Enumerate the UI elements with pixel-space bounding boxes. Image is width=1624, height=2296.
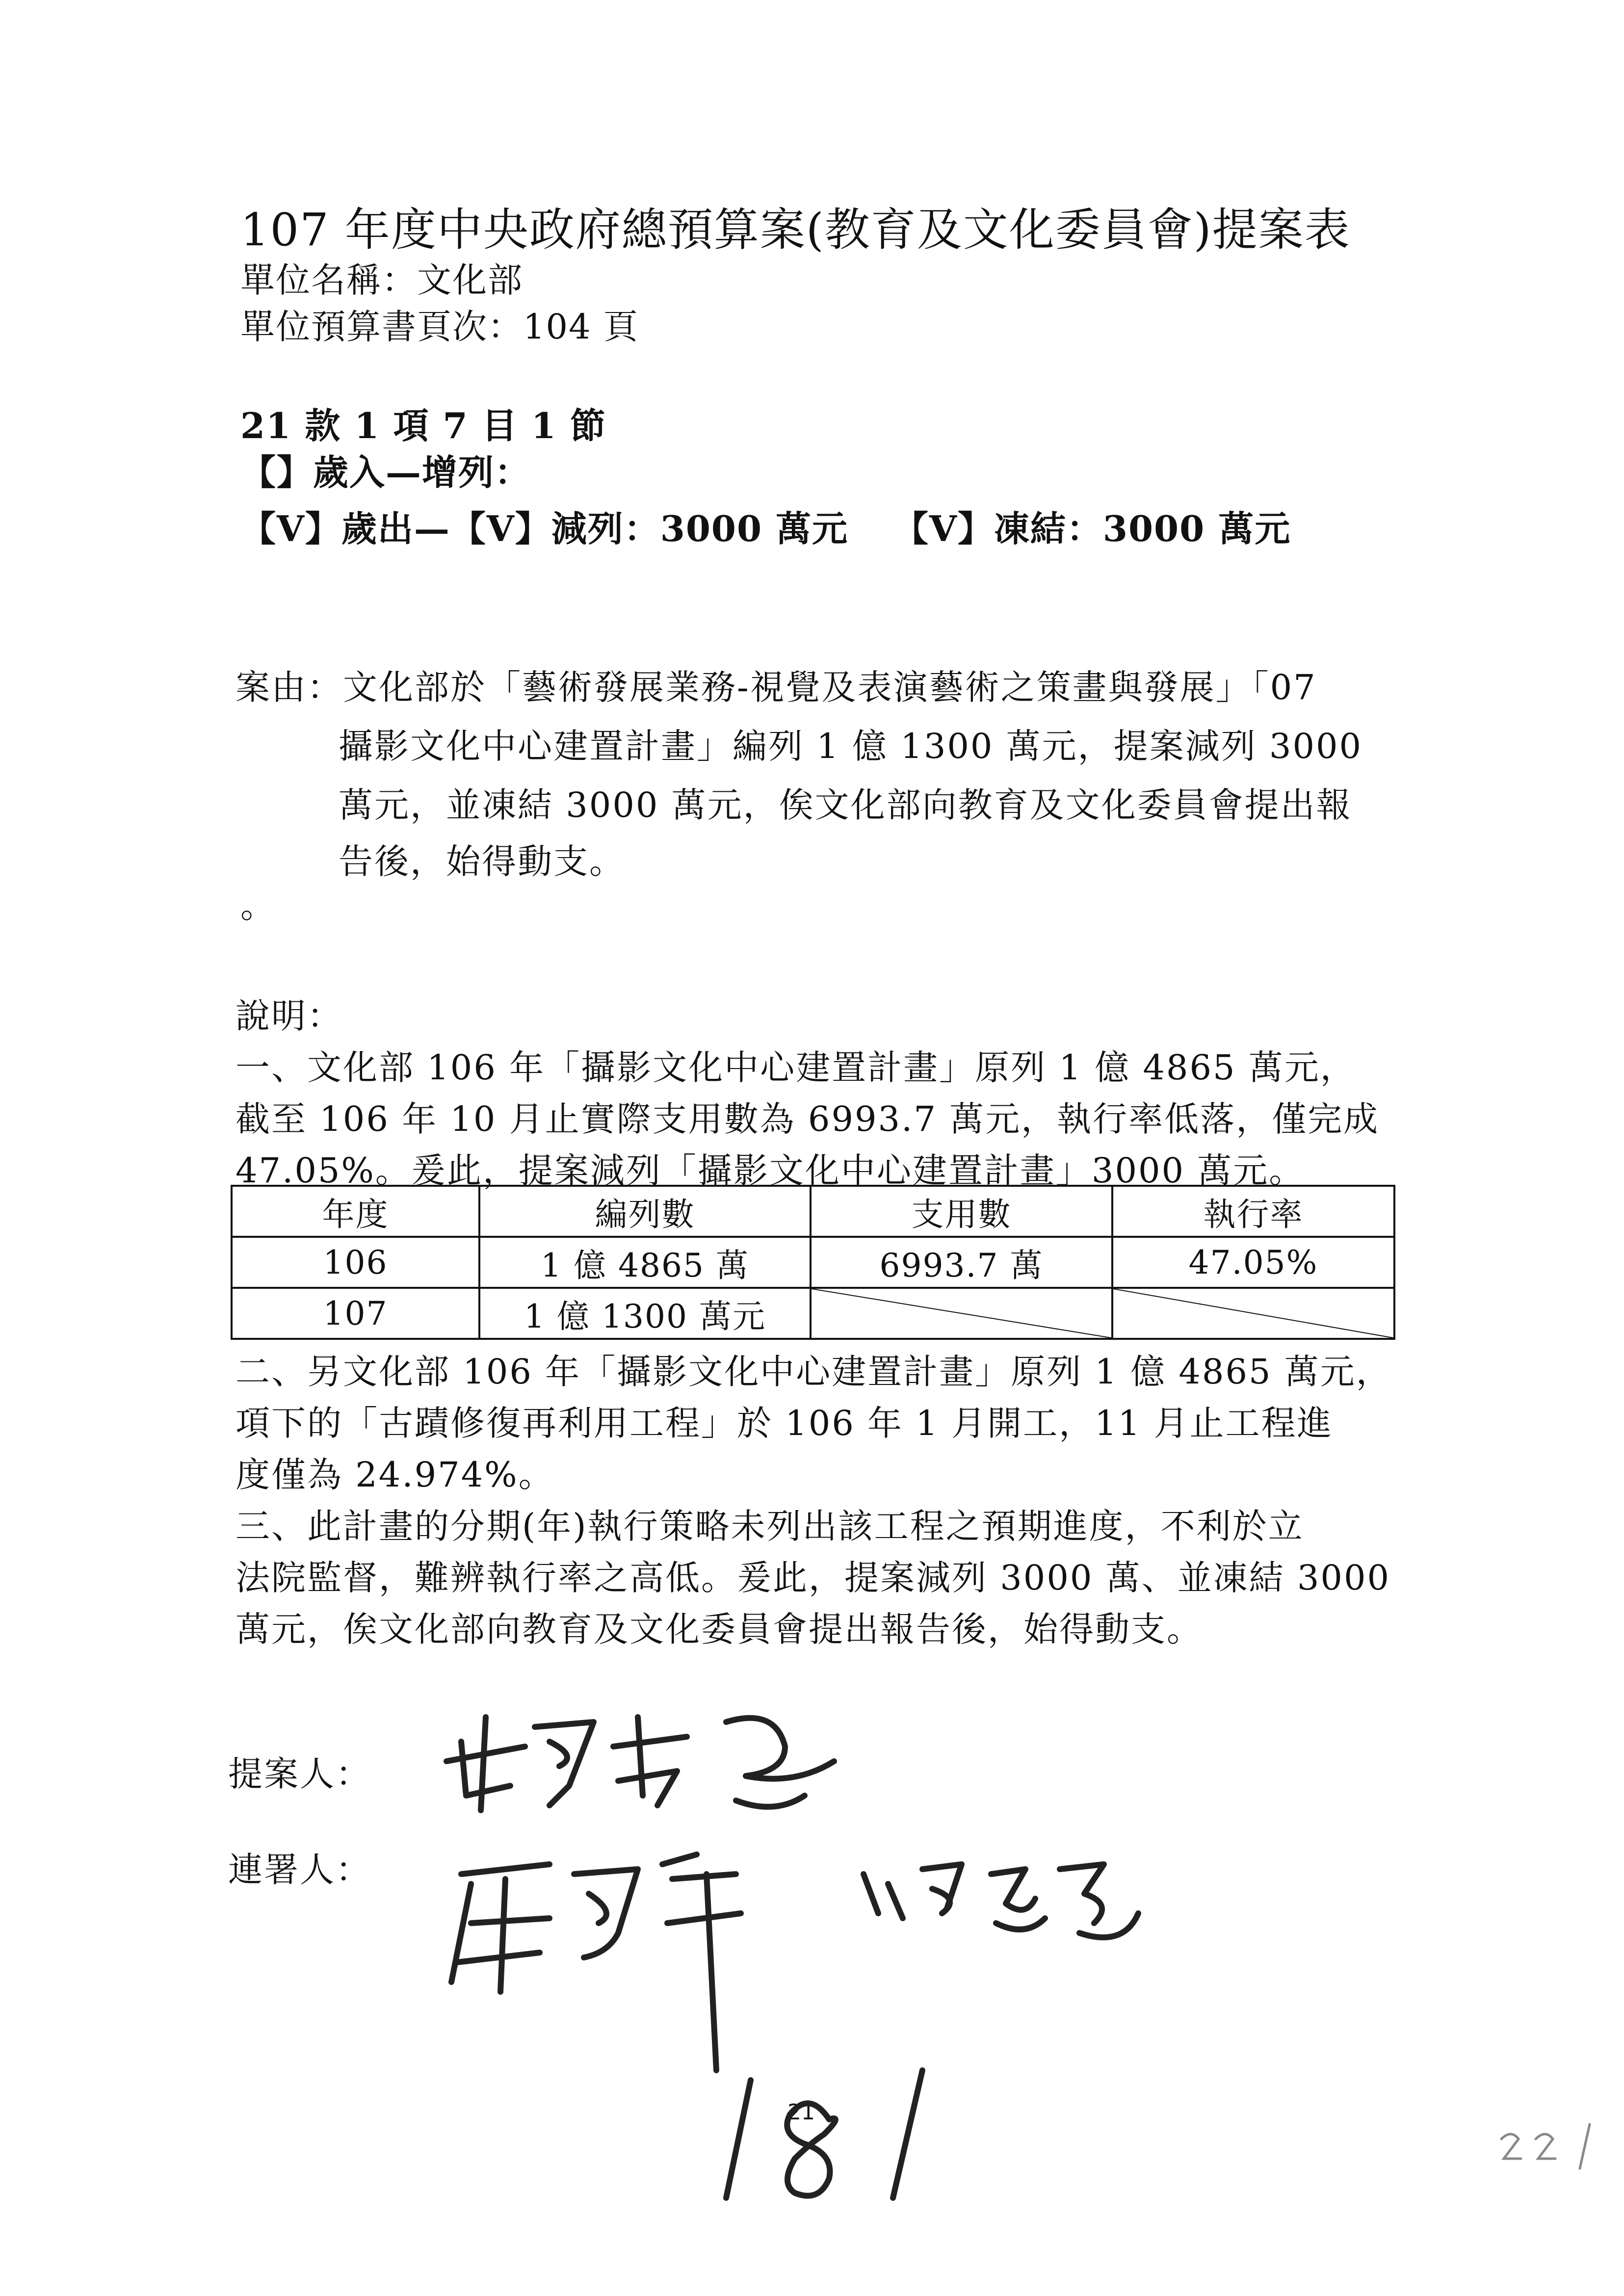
diagonal-strike bbox=[812, 1289, 1111, 1338]
table-header-cell: 年度 bbox=[232, 1186, 479, 1237]
page-number: 21 bbox=[787, 2100, 815, 2125]
cosigner-signature-2 bbox=[849, 1854, 1153, 1953]
explanation-para3-line3: 萬元，俟文化部向教育及文化委員會提出報告後，始得動支。 bbox=[236, 1609, 1203, 1649]
diagonal-strike bbox=[1113, 1289, 1393, 1338]
cosigner-signature-1 bbox=[442, 1845, 785, 2080]
table-cell-empty-struck bbox=[811, 1288, 1112, 1339]
motion-line-1: 案由：文化部於「藝術發展業務-視覺及表演藝術之策畫與發展」「07 bbox=[236, 667, 1317, 707]
motion-line-2: 攝影文化中心建置計畫」編列 1 億 1300 萬元，提案減列 3000 bbox=[339, 726, 1363, 766]
unit-name: 單位名稱：文化部 bbox=[240, 260, 523, 300]
table-header-cell: 執行率 bbox=[1112, 1186, 1394, 1237]
handwritten-number-181 bbox=[707, 2061, 962, 2208]
explanation-para2-line2: 項下的「古蹟修復再利用工程」於 106 年 1 月開工，11 月止工程進 bbox=[236, 1403, 1333, 1443]
explanation-para3-line1: 三、此計畫的分期(年)執行策略未列出該工程之預期進度，不利於立 bbox=[236, 1506, 1304, 1546]
budget-section-code: 21 款 1 項 7 目 1 節 bbox=[240, 405, 606, 446]
stray-period-mark: 。 bbox=[240, 886, 276, 926]
document-title: 107 年度中央政府總預算案(教育及文化委員會)提案表 bbox=[240, 204, 1351, 256]
execution-rate-table bbox=[231, 1185, 1395, 1340]
table-header-row bbox=[232, 1186, 1394, 1237]
explanation-para2-line1: 二、另文化部 106 年「攝影文化中心建置計畫」原列 1 億 4865 萬元， bbox=[236, 1352, 1392, 1392]
table-cell: 106 bbox=[232, 1237, 479, 1288]
motion-line-3: 萬元，並凍結 3000 萬元，俟文化部向教育及文化委員會提出報 bbox=[339, 785, 1352, 825]
table-row bbox=[232, 1288, 1394, 1339]
explanation-para1-line1: 一、文化部 106 年「攝影文化中心建置計畫」原列 1 億 4865 萬元， bbox=[236, 1047, 1356, 1088]
table-cell: 1 億 1300 萬元 bbox=[479, 1288, 811, 1339]
corner-handwritten-mark bbox=[1492, 2114, 1609, 2173]
freeze-line: 【V】凍結：3000 萬元 bbox=[893, 508, 1291, 549]
table-cell: 107 bbox=[232, 1288, 479, 1339]
table-cell: 47.05% bbox=[1112, 1237, 1394, 1288]
table-header-cell: 支用數 bbox=[811, 1186, 1112, 1237]
motion-line-4: 告後，始得動支。 bbox=[339, 841, 625, 882]
explanation-heading: 說明： bbox=[236, 996, 343, 1036]
cosigner-label: 連署人： bbox=[228, 1850, 371, 1890]
explanation-para3-line2: 法院監督，難辨執行率之高低。爰此，提案減列 3000 萬、並凍結 3000 bbox=[236, 1558, 1391, 1598]
proposer-label: 提案人： bbox=[228, 1754, 371, 1794]
table-header-cell: 編列數 bbox=[479, 1186, 811, 1237]
budget-page-reference: 單位預算書頁次：104 頁 bbox=[240, 307, 639, 347]
revenue-increase-line: 【】歲入—增列： bbox=[240, 451, 531, 493]
table-cell: 6993.7 萬 bbox=[811, 1237, 1112, 1288]
table-cell-empty-struck bbox=[1112, 1288, 1394, 1339]
explanation-para1-line2: 截至 106 年 10 月止實際支用數為 6993.7 萬元，執行率低落，僅完成 bbox=[236, 1099, 1380, 1139]
table-row bbox=[232, 1237, 1394, 1288]
explanation-para1-line3: 47.05%。爰此，提案減列「攝影文化中心建置計畫」3000 萬元。 bbox=[236, 1150, 1305, 1191]
table-cell: 1 億 4865 萬 bbox=[479, 1237, 811, 1288]
proposer-signature bbox=[432, 1688, 873, 1825]
explanation-para2-line3: 度僅為 24.974%。 bbox=[236, 1455, 554, 1495]
expense-reduction-line: 【V】歲出—【V】減列：3000 萬元 bbox=[240, 508, 849, 549]
